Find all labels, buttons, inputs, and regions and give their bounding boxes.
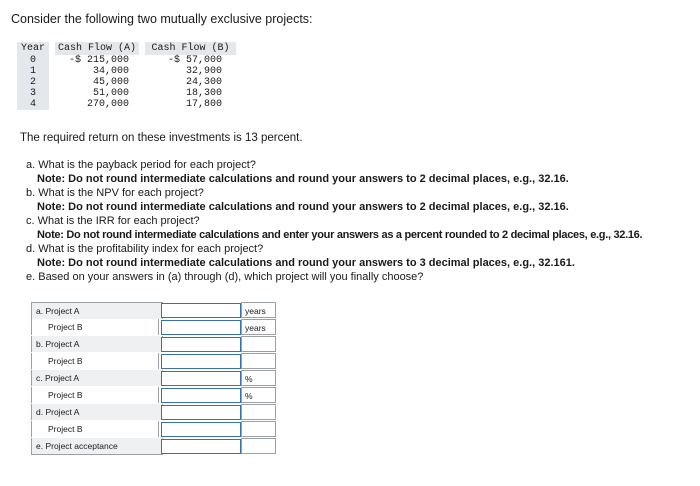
- cash-flow-a-cell: 51,000: [93, 88, 130, 99]
- answer-row-c-project-b: [31, 387, 277, 403]
- answer-row-b-project-b: [31, 353, 277, 369]
- row-label: b. Project A: [31, 336, 163, 352]
- question-c-note: [37, 229, 642, 241]
- project-acceptance-select[interactable]: [161, 439, 241, 454]
- answer-row-d-project-a: [31, 404, 277, 420]
- required-return-text: The required return on these investments is 13 percent.: [20, 132, 303, 144]
- header-year: Year: [17, 42, 49, 55]
- row-label: c. Project A: [31, 370, 163, 386]
- cash-flow-b-cell: 32,900: [186, 66, 223, 77]
- year-cell: 4: [17, 99, 49, 110]
- cash-flow-b-cell: 18,300: [186, 88, 223, 99]
- question-a: a. What is the payback period for each project?: [26, 159, 256, 171]
- npv-project-a-input[interactable]: [161, 337, 241, 352]
- intro-text: Consider the following two mutually exclusive projects:: [11, 12, 313, 26]
- cash-flow-a-cell: 270,000: [87, 99, 130, 110]
- unit-label: years: [241, 319, 276, 335]
- row-label: Project B: [31, 421, 159, 437]
- cash-flow-row: [17, 88, 236, 99]
- answer-row-e-acceptance: [31, 438, 277, 454]
- year-cell: 2: [17, 77, 49, 88]
- cash-flow-a-cell: 45,000: [93, 77, 130, 88]
- question-b: b. What is the NPV for each project?: [26, 187, 204, 199]
- row-label: Project B: [31, 353, 159, 369]
- cash-flow-row: [17, 99, 236, 110]
- irr-project-a-input[interactable]: [161, 371, 241, 386]
- unit-label: [241, 353, 276, 369]
- row-label: a. Project A: [31, 302, 163, 319]
- answer-row-a-project-a: [31, 302, 277, 318]
- row-label: e. Project acceptance: [31, 438, 163, 455]
- row-label: Project B: [31, 319, 159, 335]
- header-cash-flow-a: Cash Flow (A): [55, 42, 139, 55]
- cash-flow-b-cell: -$ 57,000: [168, 55, 223, 66]
- payback-project-a-input[interactable]: [161, 303, 241, 318]
- answer-row-b-project-a: [31, 336, 277, 352]
- cash-flow-table: [17, 42, 236, 110]
- question-d-note: [37, 257, 575, 269]
- cash-flow-row: [17, 77, 236, 88]
- note-text: Note: Do not round intermediate calculations and round your answers to 3 decimal places, e.g., 32.161.: [37, 257, 575, 269]
- payback-project-b-input[interactable]: [161, 320, 241, 335]
- unit-label: [241, 421, 276, 437]
- question-e: e. Based on your answers in (a) through (d), which project will you finally choose?: [26, 271, 424, 283]
- question-d: d. What is the profitability index for each project?: [26, 243, 264, 255]
- npv-project-b-input[interactable]: [161, 354, 241, 369]
- unit-label: [241, 336, 276, 352]
- cash-flow-b-cell: 24,300: [186, 77, 223, 88]
- question-c: c. What is the IRR for each project?: [26, 215, 200, 227]
- header-cash-flow-b: Cash Flow (B): [145, 42, 236, 55]
- note-text: Note: Do not round intermediate calculations and round your answers to 2 decimal places, e.g., 32.16.: [37, 173, 569, 185]
- unit-label: %: [241, 387, 276, 403]
- unit-label: [241, 438, 276, 454]
- cash-flow-row: [17, 55, 236, 66]
- cash-flow-header-row: [17, 42, 236, 55]
- row-label: Project B: [31, 387, 159, 403]
- question-a-note: [37, 173, 569, 185]
- unit-label: %: [241, 370, 276, 386]
- note-text: Note: Do not round intermediate calculations and enter your answers as a percent rounded to 2 decimal places, e.g., 32.16.: [37, 229, 643, 241]
- question-b-note: [37, 201, 569, 213]
- year-cell: 1: [17, 66, 49, 77]
- row-label: d. Project A: [31, 404, 163, 420]
- cash-flow-a-cell: -$ 215,000: [69, 55, 130, 66]
- note-text: Note: Do not round intermediate calculations and round your answers to 2 decimal places, e.g., 32.16.: [37, 201, 569, 213]
- answer-row-d-project-b: [31, 421, 277, 437]
- answer-row-c-project-a: [31, 370, 277, 386]
- unit-label: [241, 404, 276, 420]
- cash-flow-b-cell: 17,800: [186, 99, 223, 110]
- pi-project-b-input[interactable]: [161, 422, 241, 437]
- year-cell: 0: [17, 55, 49, 66]
- unit-label: years: [241, 302, 276, 318]
- cash-flow-a-cell: 34,000: [93, 66, 130, 77]
- cash-flow-row: [17, 66, 236, 77]
- pi-project-a-input[interactable]: [161, 405, 241, 420]
- answer-row-a-project-b: [31, 319, 277, 335]
- year-cell: 3: [17, 88, 49, 99]
- irr-project-b-input[interactable]: [161, 388, 241, 403]
